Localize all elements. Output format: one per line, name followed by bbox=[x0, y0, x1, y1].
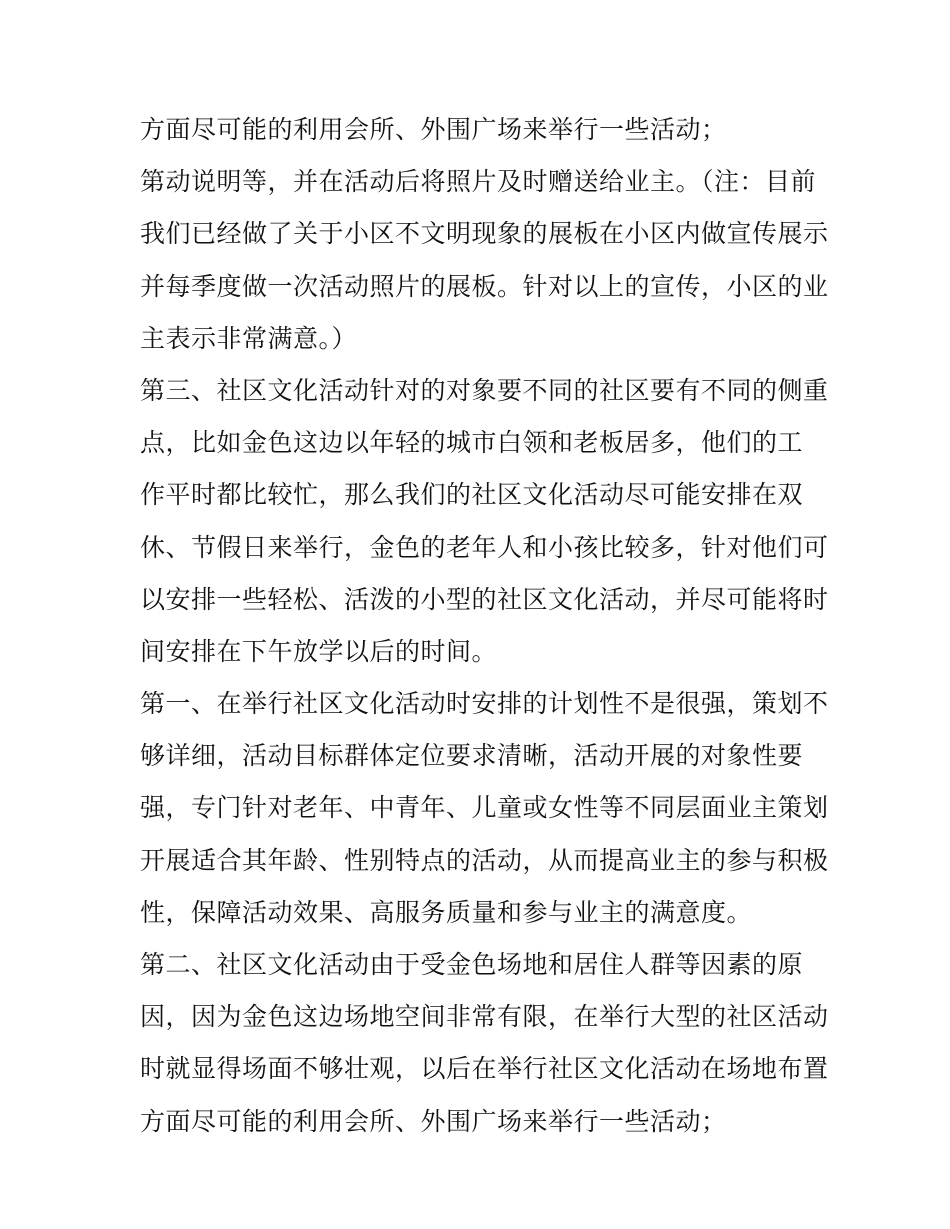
text-line: 休、节假日来举行，金色的老年人和小孩比较多，针对他们可 bbox=[140, 532, 829, 562]
text-line: 第二、社区文化活动由于受金色场地和居住人群等因素的原 bbox=[140, 950, 804, 979]
text-line: 性，保障活动效果、高服务质量和参与业主的满意度。 bbox=[140, 897, 753, 927]
text-line: 方面尽可能的利用会所、外围广场来举行一些活动； bbox=[140, 115, 727, 144]
text-line: 因，因为金色这边场地空间非常有限，在举行大型的社区活动 bbox=[140, 1002, 829, 1032]
text-line: 第动说明等，并在活动后将照片及时赠送给业主。（注：目前 bbox=[140, 167, 817, 197]
text-line: 并每季度做一次活动照片的展板。针对以上的宣传，小区的业 bbox=[140, 271, 829, 301]
text-line: 以安排一些轻松、活泼的小型的社区文化活动，并尽可能将时 bbox=[140, 584, 829, 614]
document-body bbox=[140, 104, 829, 1148]
text-line: 我们已经做了关于小区不文明现象的展板在小区内做宣传展示 bbox=[140, 219, 829, 249]
text-line: 方面尽可能的利用会所、外围广场来举行一些活动； bbox=[140, 1106, 727, 1136]
text-line: 点，比如金色这边以年轻的城市白领和老板居多，他们的工 bbox=[140, 428, 804, 458]
text-line: 间安排在下午放学以后的时间。 bbox=[140, 636, 498, 666]
text-line: 时就显得场面不够壮观，以后在举行社区文化活动在场地布置 bbox=[140, 1054, 829, 1084]
text-line: 强，专门针对老年、中青年、儿童或女性等不同层面业主策划 bbox=[140, 793, 829, 823]
text-line: 主表示非常满意。） bbox=[140, 323, 358, 353]
text-line: 够详细，活动目标群体定位要求清晰，活动开展的对象性要 bbox=[140, 741, 804, 771]
text-line: 作平时都比较忙，那么我们的社区文化活动尽可能安排在双 bbox=[140, 480, 804, 510]
text-line: 开展适合其年龄、性别特点的活动，从而提高业主的参与积极 bbox=[140, 845, 829, 875]
text-line: 第一、在举行社区文化活动时安排的计划性不是很强，策划不 bbox=[140, 689, 829, 719]
text-line: 第三、社区文化活动针对的对象要不同的社区要有不同的侧重 bbox=[140, 375, 829, 405]
